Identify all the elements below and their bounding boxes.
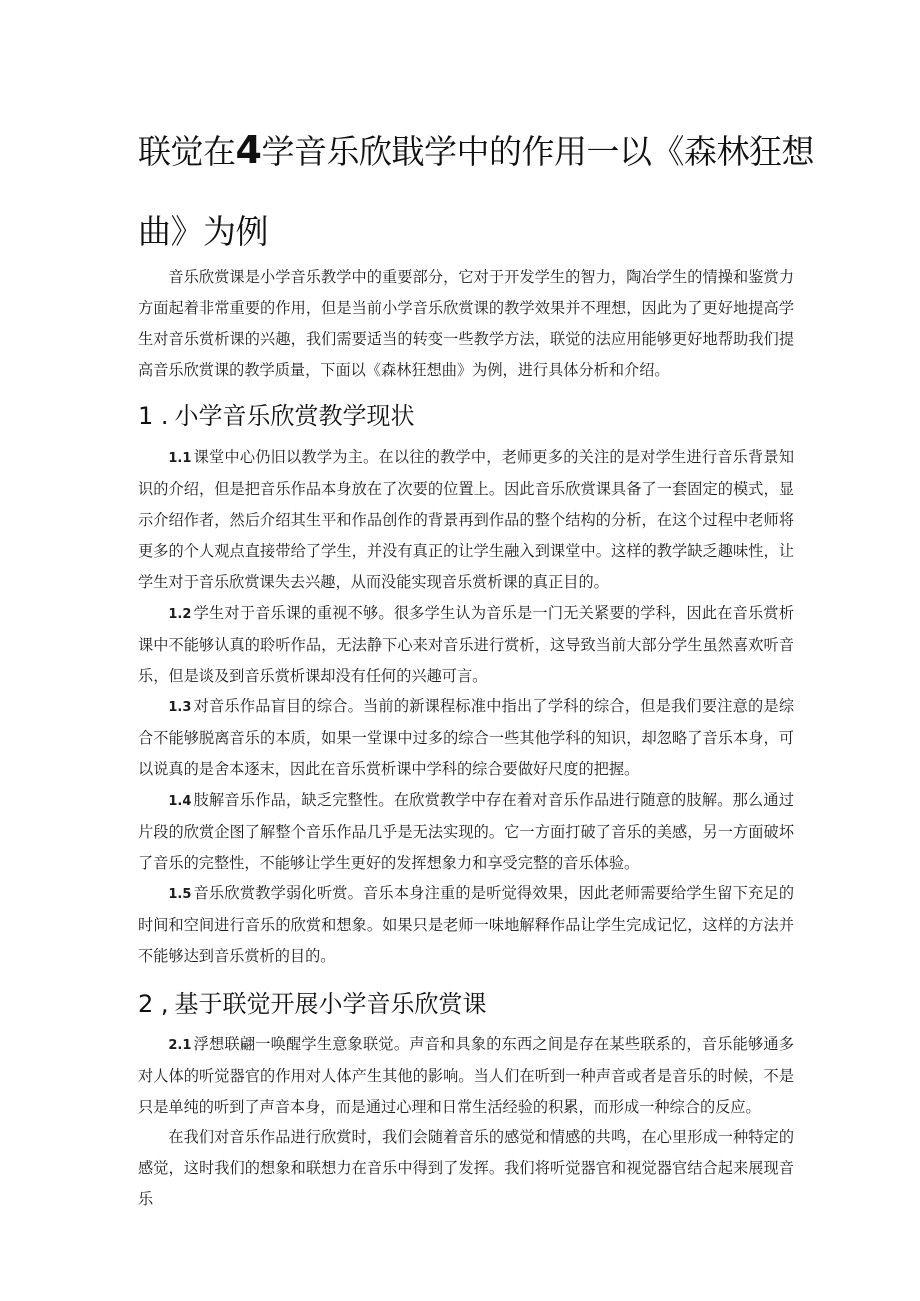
item-text: 课堂中心仍旧以教学为主。在以往的教学中，老师更多的关注的是对学生进行音乐背景知识的介绍，但是把音乐作品本身放在了次要的位置上。因此音乐欣赏课具备了一套固定的模式，显示介绍作者，然后介绍其生平和作品创作的背景再到作品的整个结构的分析，在这个过程中老师将更多的个人观点直接带给了学生，并没有真正的让学生融入到课堂中。这样的教学缺乏趣味性，让学生对于音乐欣赏课失去兴趣，从而没能实现音乐赏析课的真正目的。: [138, 448, 794, 591]
title-suffix: 学音乐欣戢学中的作用一以《森林狂想: [261, 132, 814, 171]
document-title-line-2: 曲》为例: [138, 212, 268, 251]
item-text: 对音乐作品盲目的综合。当前的新课程标准中指出了学科的综合，但是我们要注意的是综合不能够脱离音乐的本质，如果一堂课中过多的综合一些其他学科的知识，却忽略了音乐本身，可以说真的是舍本逐末，因此在音乐赏析课中学科的综合要做好尺度的把握。: [138, 697, 794, 778]
item-text: 音乐欣赏教学弱化听赏。音乐本身注重的是听觉得效果，因此老师需要给学生留下充足的时间和空间进行音乐的欣赏和想象。如果只是老师一味地解释作品让学生完成记忆，这样的方法并不能够达到音乐赏析的目的。: [138, 884, 794, 965]
intro-paragraph: 音乐欣赏课是小学音乐教学中的重要部分，它对于开发学生的智力，陶冶学生的情操和鉴赏力方面起着非常重要的作用，但是当前小学音乐欣赏课的教学效果并不理想，因此为了更好地提高学生对音乐赏析课的兴趣，我们需要适当的转变一些教学方法，联觉的法应用能够更好地帮助我们提高音乐欣赏课的教学质量，下面以《森林狂想曲》为例，进行具体分析和介绍。: [138, 268, 794, 379]
section-1-item-3: [138, 691, 794, 785]
section-1-item-2: [138, 598, 794, 692]
section-2-item-1: [138, 1029, 794, 1123]
item-number: 2.1: [168, 1038, 192, 1053]
item-number: 1.4: [168, 794, 192, 809]
section-2-heading: [138, 984, 487, 1019]
section-1-title: 小学音乐欣赏教学现状: [174, 402, 415, 430]
item-number: 1.3: [168, 700, 192, 715]
title-prefix: 联觉在: [138, 132, 236, 171]
item-number: 1.1: [168, 451, 192, 466]
section-2-paragraph: 在我们对音乐作品进行欣赏时，我们会随着音乐的感觉和情感的共鸣，在心里形成一种特定的感觉，这时我们的想象和联想力在音乐中得到了发挥。我们将听觉器官和视觉器官结合起来展现音乐: [138, 1128, 794, 1208]
section-1-heading: [138, 396, 415, 431]
section-1-item-5: [138, 878, 794, 972]
document-title-line-1: [138, 126, 814, 173]
item-text: 浮想联翩一唤醒学生意象联觉。声音和具象的东西之间是存在某些联系的，音乐能够通多对人体的听觉器官的作用对人体产生其他的影响。当人们在听到一种声音或者是音乐的时候，不是只是单纯的听到了声音本身，而是通过心理和日常生活经验的积累，而形成一种综合的反应。: [138, 1035, 794, 1116]
item-number: 1.5: [168, 887, 192, 902]
section-1-item-4: [138, 785, 794, 879]
item-number: 1.2: [168, 607, 192, 622]
title-big-number: 4: [235, 128, 262, 172]
section-1-number: 1 .: [138, 402, 169, 430]
item-text: 肢解音乐作品，缺乏完整性。在欣赏教学中存在着对音乐作品进行随意的肢解。那么通过片段的欣赏企图了解整个音乐作品几乎是无法实现的。它一方面打破了音乐的美感，另一方面破坏了音乐的完整性，不能够让学生更好的发挥想象力和享受完整的音乐体验。: [138, 791, 794, 872]
section-1-item-1: [138, 442, 794, 598]
section-2-number: 2 ,: [138, 990, 169, 1018]
section-2-title: 基于联觉开展小学音乐欣赏课: [174, 990, 487, 1018]
item-text: 学生对于音乐课的重视不够。很多学生认为音乐是一门无关紧要的学科，因此在音乐赏析课中不能够认真的聆听作品，无法静下心来对音乐进行赏析，这导致当前大部分学生虽然喜欢听音乐，但是谈及到音乐赏析课却没有任何的兴趣可言。: [138, 604, 794, 685]
